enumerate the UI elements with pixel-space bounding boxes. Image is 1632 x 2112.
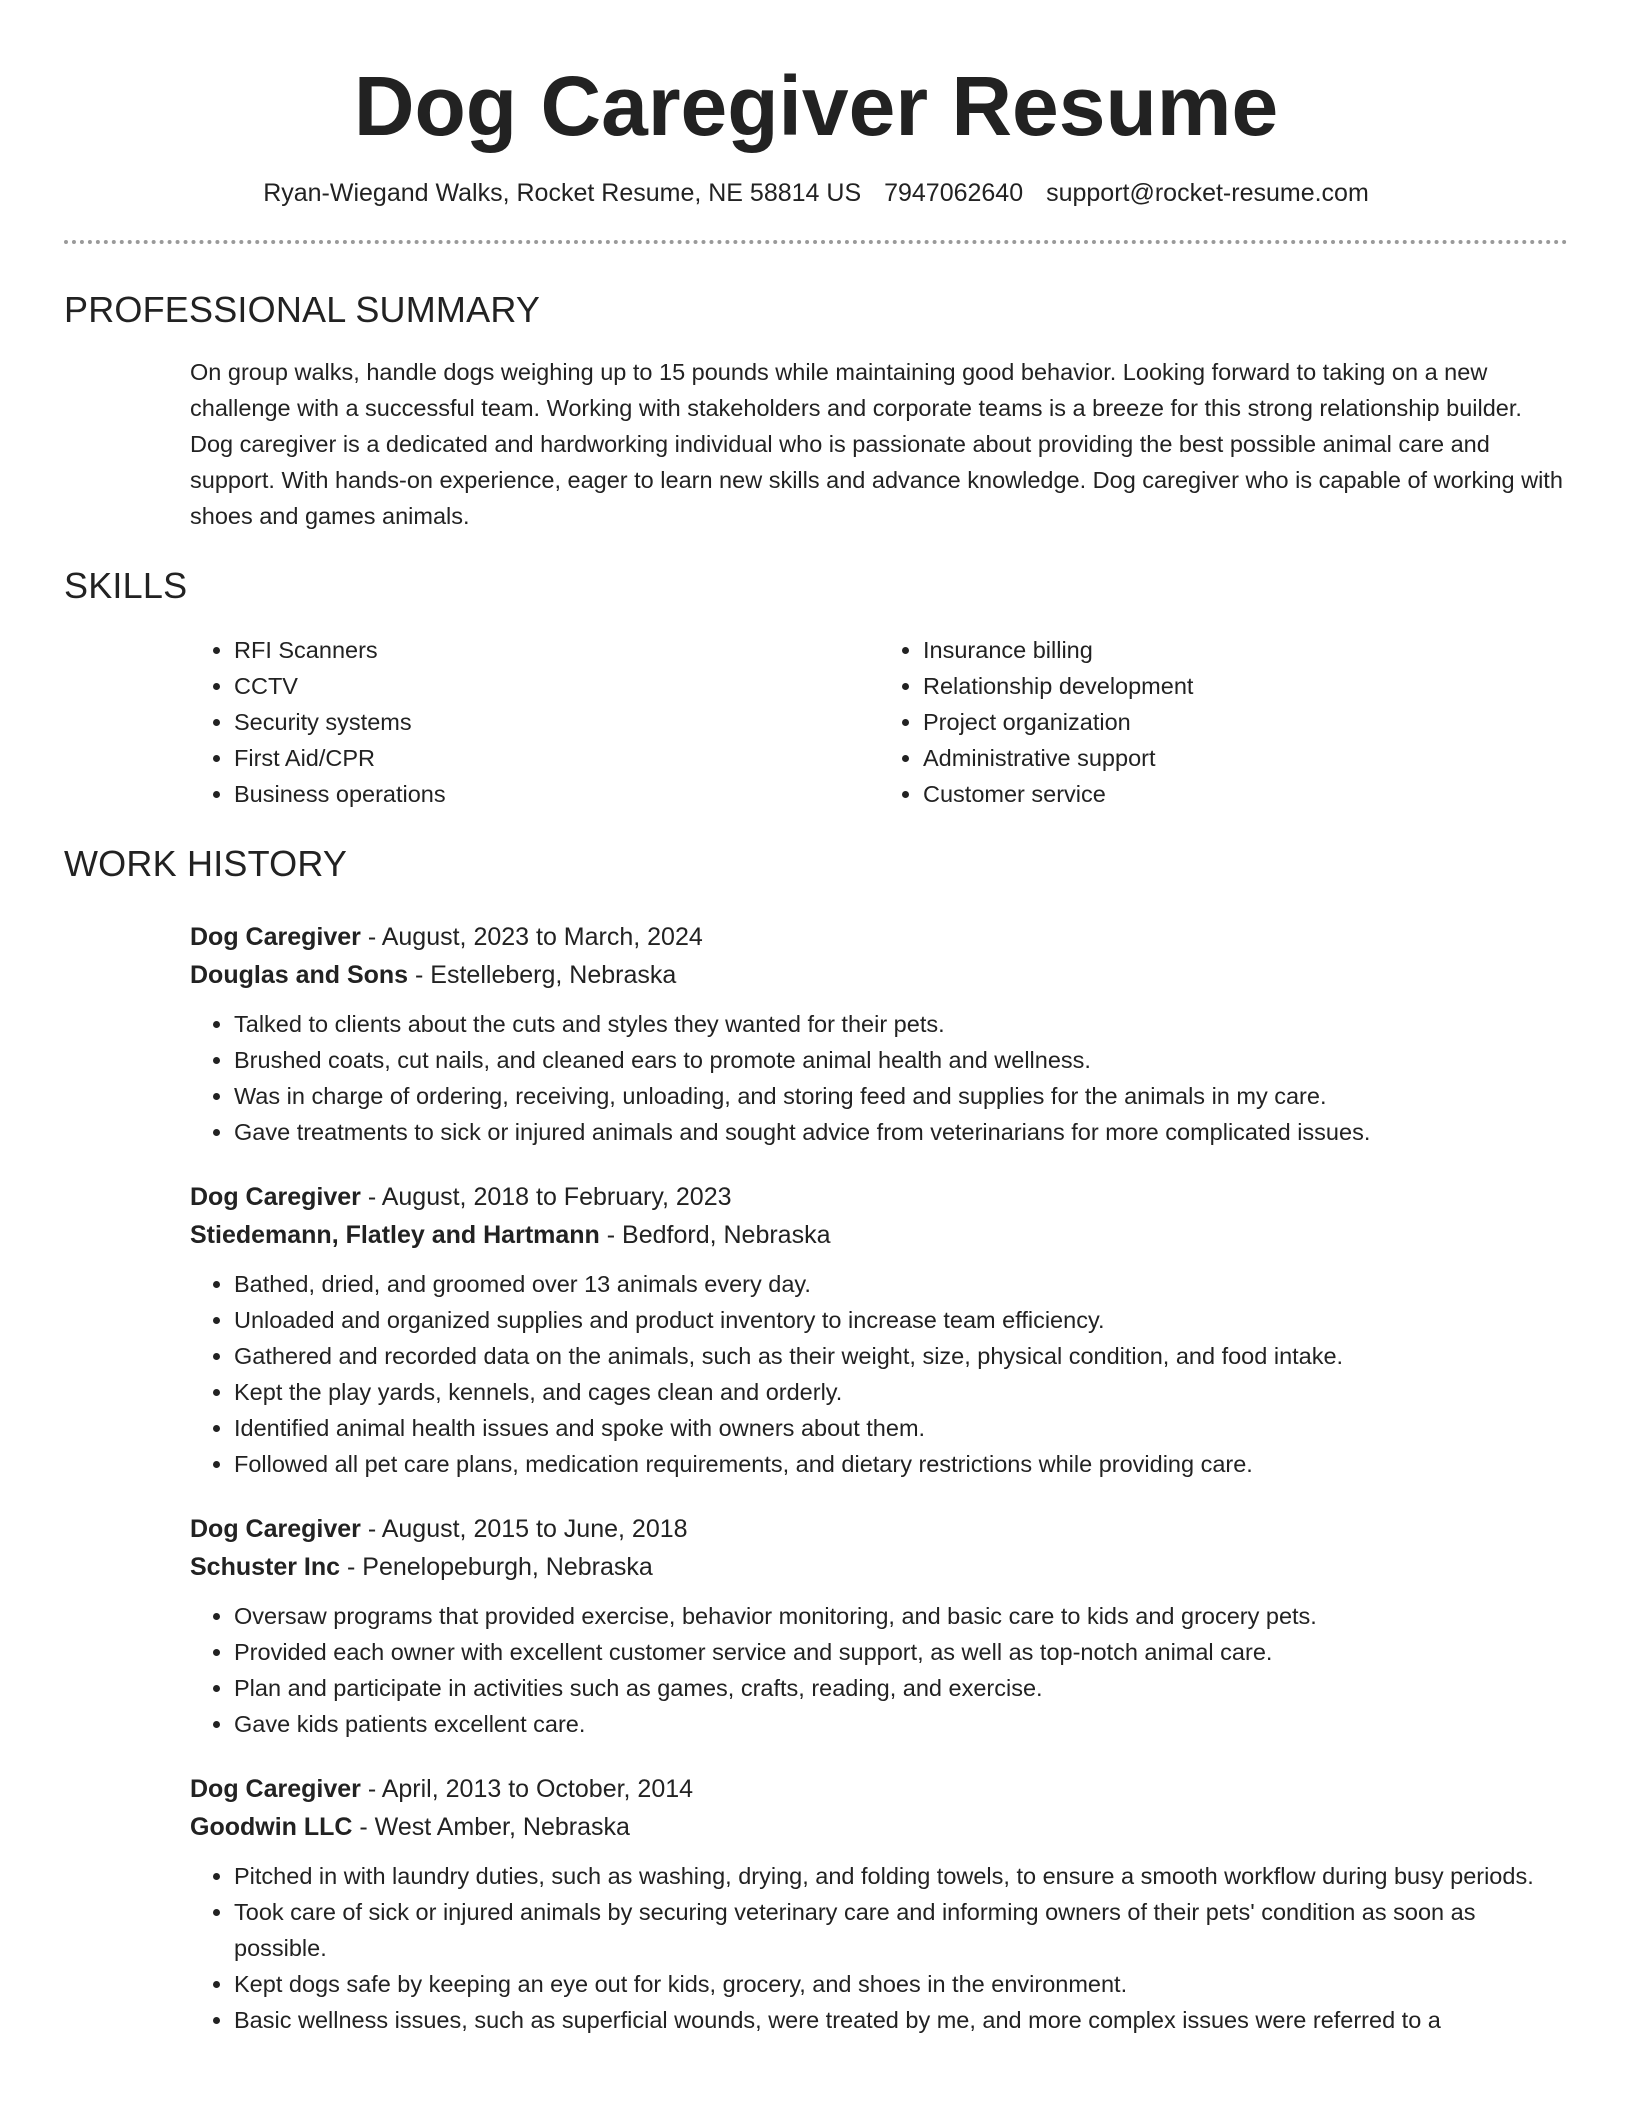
contact-phone: 7947062640 (884, 179, 1024, 207)
summary-heading: PROFESSIONAL SUMMARY (64, 289, 541, 330)
job-company: Goodwin LLC (190, 1813, 353, 1841)
summary-text: On group walks, handle dogs weighing up to 15 pounds while maintaining good behavior. Looking forward to taking on a new challenge with a successful team. Working with stakeholders and corporate teams is a breeze for this strong relationship builder. Dog caregiver is a dedicated and hardworking individual who is passionate about providing the best possible animal care and support. With hands-on experience, eager to learn new skills and advance knowledge. Dog caregiver who is capable of working with shoes and games animals. (190, 359, 1563, 529)
skill-item: • Business operations (234, 776, 879, 812)
job-dates: - August, 2018 to February, 2023 (360, 1183, 732, 1211)
skills-column-left (190, 632, 879, 812)
header-divider (64, 240, 1568, 244)
skills-grid (190, 632, 1568, 812)
job-bullets (190, 1266, 1568, 1482)
job-bullet: • Gave kids patients excellent care. (234, 1706, 1568, 1742)
job-bullet: • Followed all pet care plans, medication requirements, and dietary restrictions while providing care. (234, 1446, 1568, 1482)
job-company-line (190, 1548, 1568, 1586)
job-dates: - August, 2023 to March, 2024 (360, 923, 703, 951)
job-company-line (190, 1808, 1568, 1846)
job-bullet: • Brushed coats, cut nails, and cleaned ears to promote animal health and wellness. (234, 1042, 1568, 1078)
job-entry (190, 1510, 1568, 1742)
skill-item: • Customer service (923, 776, 1568, 812)
work-history-heading: WORK HISTORY (64, 843, 348, 884)
job-title: Dog Caregiver (190, 1775, 361, 1803)
job-location: - West Amber, Nebraska (352, 1813, 630, 1841)
job-bullet: • Oversaw programs that provided exercise, behavior monitoring, and basic care to kids and grocery pets. (234, 1598, 1568, 1634)
job-bullet: • Bathed, dried, and groomed over 13 animals every day. (234, 1266, 1568, 1302)
job-bullets (190, 1858, 1568, 2038)
job-dates: - August, 2015 to June, 2018 (360, 1515, 688, 1543)
skills-column-right (879, 632, 1568, 812)
job-entry (190, 1770, 1568, 2038)
job-bullet: • Unloaded and organized supplies and product inventory to increase team efficiency. (234, 1302, 1568, 1338)
skill-item: • First Aid/CPR (234, 740, 879, 776)
job-location: - Penelopeburgh, Nebraska (340, 1553, 653, 1581)
job-company: Douglas and Sons (190, 961, 409, 989)
job-bullet: • Kept dogs safe by keeping an eye out for kids, grocery, and shoes in the environment. (234, 1966, 1568, 2002)
resume-title: Dog Caregiver Resume (353, 59, 1279, 153)
job-company: Schuster Inc (190, 1553, 341, 1581)
job-company: Stiedemann, Flatley and Hartmann (190, 1221, 600, 1249)
skill-item: • RFI Scanners (234, 632, 879, 668)
job-title: Dog Caregiver (190, 1515, 361, 1543)
job-location: - Estelleberg, Nebraska (408, 961, 677, 989)
skills-section (190, 632, 1568, 812)
job-company-line (190, 1216, 1568, 1254)
skills-heading: SKILLS (64, 565, 188, 606)
job-bullet: • Gave treatments to sick or injured animals and sought advice from veterinarians for more complicated issues. (234, 1114, 1568, 1150)
job-dates: - April, 2013 to October, 2014 (360, 1775, 694, 1803)
job-entry (190, 1178, 1568, 1482)
skill-item: • Administrative support (923, 740, 1568, 776)
skill-item: • CCTV (234, 668, 879, 704)
job-bullet: • Talked to clients about the cuts and styles they wanted for their pets. (234, 1006, 1568, 1042)
skill-item: • Project organization (923, 704, 1568, 740)
job-bullets (190, 1006, 1568, 1150)
job-bullet: • Provided each owner with excellent customer service and support, as well as top-notch animal care. (234, 1634, 1568, 1670)
job-title: Dog Caregiver (190, 923, 361, 951)
work-history-section (190, 918, 1568, 2038)
skill-item: • Insurance billing (923, 632, 1568, 668)
job-bullet: • Plan and participate in activities such as games, crafts, reading, and exercise. (234, 1670, 1568, 1706)
job-title-line (190, 1510, 1568, 1548)
skill-item: • Relationship development (923, 668, 1568, 704)
job-bullet: • Kept the play yards, kennels, and cages clean and orderly. (234, 1374, 1568, 1410)
contact-line (64, 156, 1568, 210)
job-bullet: • Gathered and recorded data on the animals, such as their weight, size, physical condition, and food intake. (234, 1338, 1568, 1374)
contact-email: support@rocket-resume.com (1046, 179, 1369, 207)
job-bullet: • Basic wellness issues, such as superficial wounds, were treated by me, and more complex issues were referred to a (234, 2002, 1568, 2038)
job-location: - Bedford, Nebraska (599, 1221, 831, 1249)
job-bullet: • Took care of sick or injured animals by securing veterinary care and informing owners of their pets' condition as soon as possible. (234, 1894, 1568, 1966)
job-bullets (190, 1598, 1568, 1742)
job-bullet: • Pitched in with laundry duties, such as washing, drying, and folding towels, to ensure a smooth workflow during busy periods. (234, 1858, 1568, 1894)
job-bullet: • Identified animal health issues and spoke with owners about them. (234, 1410, 1568, 1446)
job-company-line (190, 956, 1568, 994)
job-title-line (190, 1770, 1568, 1808)
job-title-line (190, 918, 1568, 956)
summary-section (190, 354, 1568, 534)
job-title-line (190, 1178, 1568, 1216)
skill-item: • Security systems (234, 704, 879, 740)
job-bullet: • Was in charge of ordering, receiving, unloading, and storing feed and supplies for the animals in my care. (234, 1078, 1568, 1114)
job-title: Dog Caregiver (190, 1183, 361, 1211)
job-entry (190, 918, 1568, 1150)
contact-address: Ryan-Wiegand Walks, Rocket Resume, NE 58814 US (263, 179, 862, 207)
